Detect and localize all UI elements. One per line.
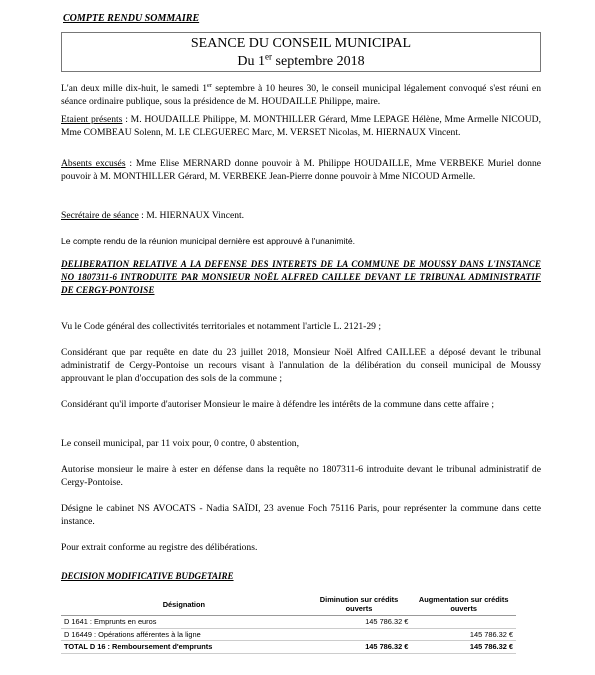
- secretaire-paragraph: [61, 209, 541, 222]
- title-line2-pre: Du 1: [237, 54, 266, 69]
- deliberation-p4: Le conseil municipal, par 11 voix pour, 0 contre, 0 abstention,: [61, 438, 299, 449]
- secretaire-text: : M. HIERNAUX Vincent.: [138, 210, 245, 221]
- budget-cell: D 1641 : Emprunts en euros: [61, 616, 307, 629]
- presents-label: Etaient présents: [61, 114, 123, 125]
- presents-paragraph: [61, 113, 541, 139]
- budget-header-augmentation: Augmentation sur crédits ouverts: [411, 593, 516, 616]
- budget-cell: 145 786.32 €: [307, 616, 412, 629]
- budget-cell: 145 786.32 €: [411, 628, 516, 641]
- table-row: [61, 628, 516, 641]
- intro-post: septembre à 10 heures 30, le conseil municipal légalement convoqué s'est réuni en séance ordinaire publique, sous la présidence de M. HOUDAILLE Philippe, maire.: [61, 83, 541, 107]
- deliberation-p6: Désigne le cabinet NS AVOCATS - Nadia SAÏDI, 23 avenue Foch 75116 Paris, pour représenter la commune dans cette instance.: [61, 503, 541, 527]
- table-row: [61, 641, 516, 654]
- intro-pre: L'an deux mille dix-huit, le samedi 1: [61, 83, 208, 94]
- presents-text: : M. HOUDAILLE Philippe, M. MONTHILLER Gérard, Mme LEPAGE Hélène, Mme Armelle NICOUD, Mme COMBEAU Solenn, M. LE CLEGUEREC Marc, M. VERSET Nicolas, M. HIERNAUX Vincent.: [61, 114, 541, 138]
- deliberation-p2: Considérant que par requête en date du 23 juillet 2018, Monsieur Noël Alfred CAILLEE a déposé devant le tribunal administratif de Cergy-Pontoise un recours visant à l'annulation de la délibération du conseil municipal de Moussy approuvant le plan d'occupation des sols de la commune ;: [61, 347, 541, 384]
- secretaire-label: Secrétaire de séance: [61, 210, 139, 221]
- approval-text: Le compte rendu de la réunion municipal dernière est approuvé à l'unanimité.: [61, 236, 356, 246]
- budget-cell: [411, 616, 516, 629]
- budget-header-diminution: Diminution sur crédits ouverts: [307, 593, 412, 616]
- deliberation-p3: Considérant qu'il importe d'autoriser Monsieur le maire à défendre les intérêts de la commune dans cette affaire ;: [61, 399, 494, 410]
- intro-paragraph: [61, 82, 541, 108]
- title-line2-sup: er: [265, 51, 273, 62]
- title-box: [61, 32, 541, 72]
- excuses-text: : Mme Elise MERNARD donne pouvoir à M. Philippe HOUDAILLE, Mme VERBEKE Muriel donne pouvoir à M. MONTHILLER Gérard, M. VERBEKE Jean-Pierre donne pouvoir à Mme NICOUD Armelle.: [61, 158, 541, 182]
- deliberation-p5: Autorise monsieur le maire à ester en défense dans la requête no 1807311-6 introduite devant le tribunal administratif de Cergy-Pontoise.: [61, 464, 541, 488]
- title-line1: SEANCE DU CONSEIL MUNICIPAL: [190, 36, 412, 51]
- deliberation-p7: Pour extrait conforme au registre des délibérations.: [61, 542, 258, 553]
- budget-header-row: [61, 593, 516, 616]
- budget-cell: [307, 628, 412, 641]
- budget-cell: 145 786.32 €: [307, 641, 412, 654]
- budget-cell: TOTAL D 16 : Remboursement d'emprunts: [61, 641, 307, 654]
- budget-table: [61, 593, 516, 654]
- budget-header-designation: Désignation: [61, 593, 307, 616]
- deliberation-p1: Vu le Code général des collectivités territoriales et notamment l'article L. 2121-29 ;: [61, 321, 382, 332]
- title-line2: [62, 53, 540, 71]
- intro-sup: er: [207, 81, 213, 89]
- budget-cell: D 16449 : Opérations afférentes à la ligne: [61, 628, 307, 641]
- title-line2-post: septembre 2018: [272, 54, 365, 69]
- header-label: COMPTE RENDU SOMMAIRE: [63, 13, 200, 24]
- excuses-paragraph: [61, 157, 541, 183]
- decision-title: DECISION MODIFICATIVE BUDGETAIRE: [61, 571, 234, 581]
- excuses-label: Absents excusés: [61, 158, 126, 169]
- deliberation-title: DELIBERATION RELATIVE A LA DEFENSE DES INTERETS DE LA COMMUNE DE MOUSSY DANS L'INSTANCE NO 1807311-6 INTRODUITE PAR MONSIEUR NOËL ALFRED CAILLEE DEVANT LE TRIBUNAL ADMINISTRATIF DE CERGY-PONTOISE: [61, 259, 541, 295]
- budget-cell: 145 786.32 €: [411, 641, 516, 654]
- table-row: [61, 616, 516, 629]
